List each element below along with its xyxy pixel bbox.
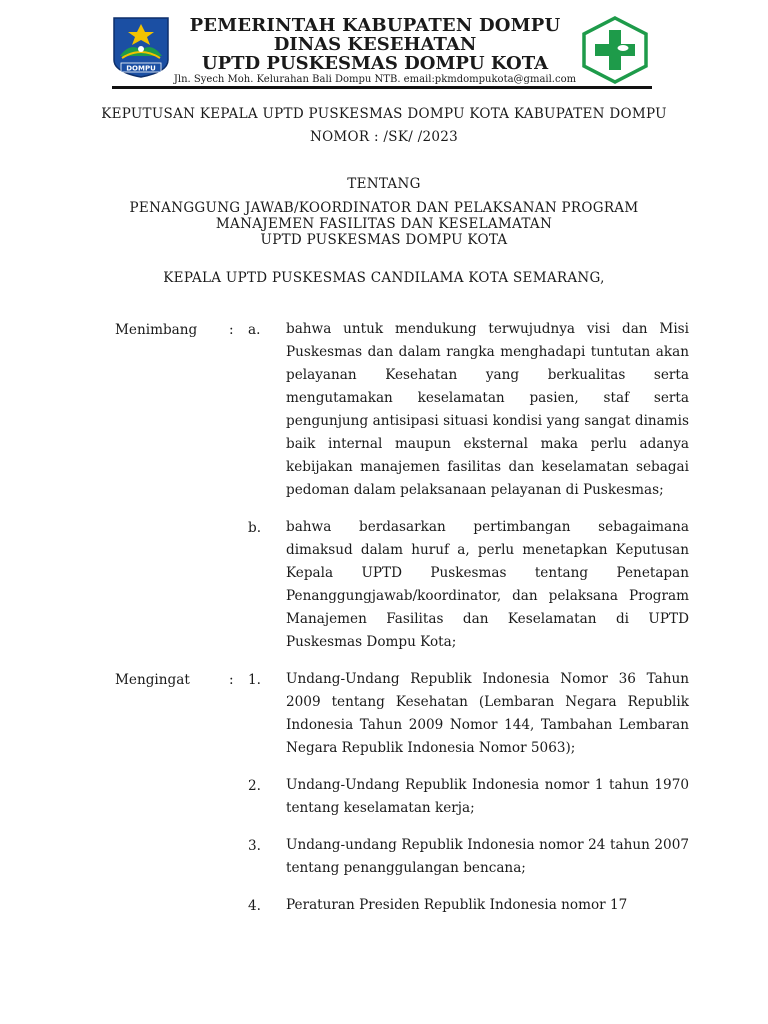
list-item [0, 772, 768, 820]
item-text: Peraturan Presiden Republik Indonesia nomor 17 [286, 897, 628, 913]
decree-title: KEPUTUSAN KEPALA UPTD PUSKESMAS DOMPU KOTA KABUPATEN DOMPU [101, 106, 667, 122]
item-text: Undang-undang Republik Indonesia nomor 24 tahun 2007 tentang penanggulangan bencana; [286, 837, 689, 876]
letterhead-unit: UPTD PUSKESMAS DOMPU KOTA [201, 53, 549, 74]
tentang-heading: TENTANG [347, 176, 421, 192]
letterhead-divider [112, 86, 652, 89]
mengingat-section [0, 666, 768, 917]
mengingat-colon: : [229, 672, 234, 688]
list-item [0, 666, 768, 760]
list-item [0, 514, 768, 654]
item-text: Undang-Undang Republik Indonesia Nomor 36 Tahun 2009 tentang Kesehatan (Lembaran Negara Republik Indonesia Tahun 2009 Nomor 144, Tambahan Lembaran Negara Republik Indonesia Nomor 5063); [286, 671, 689, 756]
letterhead-department: DINAS KESEHATAN [273, 34, 477, 55]
letterhead-government: PEMERINTAH KABUPATEN DOMPU [189, 15, 561, 36]
decree-subject [0, 200, 768, 248]
menimbang-section [0, 316, 768, 654]
list-item [0, 892, 768, 917]
item-text: bahwa untuk mendukung terwujudnya visi dan Misi Puskesmas dan dalam rangka menghadapi tuntutan akan pelayanan Kesehatan yang berkualitas serta mengutamakan keselamatan pasien, staf serta pengunjung antisipasi situasi kondisi yang sangat dinamis baik internal maupun eksternal maka perlu adanya kebijakan manajemen fasilitas dan keselamatan sebagai pedoman dalam pelaksanaan pelayanan di Puskesmas; [286, 321, 689, 498]
emblem-label: DOMPU [126, 64, 156, 73]
item-marker: b. [248, 520, 262, 536]
subject-line-1: PENANGGUNG JAWAB/KOORDINATOR DAN PELAKSANAN PROGRAM [129, 200, 639, 216]
list-item [0, 316, 768, 502]
letterhead [0, 0, 768, 92]
item-marker: 1. [248, 672, 261, 688]
item-marker: 2. [248, 778, 261, 794]
subject-line-2: MANAJEMEN FASILITAS DAN KESELAMATAN [215, 216, 553, 232]
puskesmas-logo-icon [580, 16, 650, 84]
item-marker: a. [248, 322, 261, 338]
menimbang-colon: : [229, 322, 234, 338]
item-text: bahwa berdasarkan pertimbangan sebagaimana dimaksud dalam huruf a, perlu menetapkan Keputusan Kepala UPTD Puskesmas tentang Penetapan Penanggungjawab/koordinator, dan pelaksana Program Manajemen Fasilitas dan Keselamatan di UPTD Puskesmas Dompu Kota; [286, 519, 689, 650]
letterhead-text [170, 16, 580, 86]
list-item [0, 832, 768, 880]
item-marker: 4. [248, 898, 261, 914]
item-text: Undang-Undang Republik Indonesia nomor 1 tahun 1970 tentang keselamatan kerja; [286, 777, 689, 816]
item-marker: 3. [248, 838, 261, 854]
subject-line-3: UPTD PUSKESMAS DOMPU KOTA [260, 232, 508, 248]
issuing-official: KEPALA UPTD PUSKESMAS CANDILAMA KOTA SEMARANG, [163, 270, 605, 286]
decree-number: NOMOR : /SK/ /2023 [309, 129, 459, 145]
decree-body [0, 316, 768, 917]
dompu-regency-emblem-icon [112, 16, 170, 78]
letterhead-address: Jln. Syech Moh. Kelurahan Bali Dompu NTB. email:pkmdompukota@gmail.com [173, 74, 577, 85]
mengingat-label: Mengingat [115, 672, 190, 688]
menimbang-label: Menimbang [115, 322, 198, 338]
